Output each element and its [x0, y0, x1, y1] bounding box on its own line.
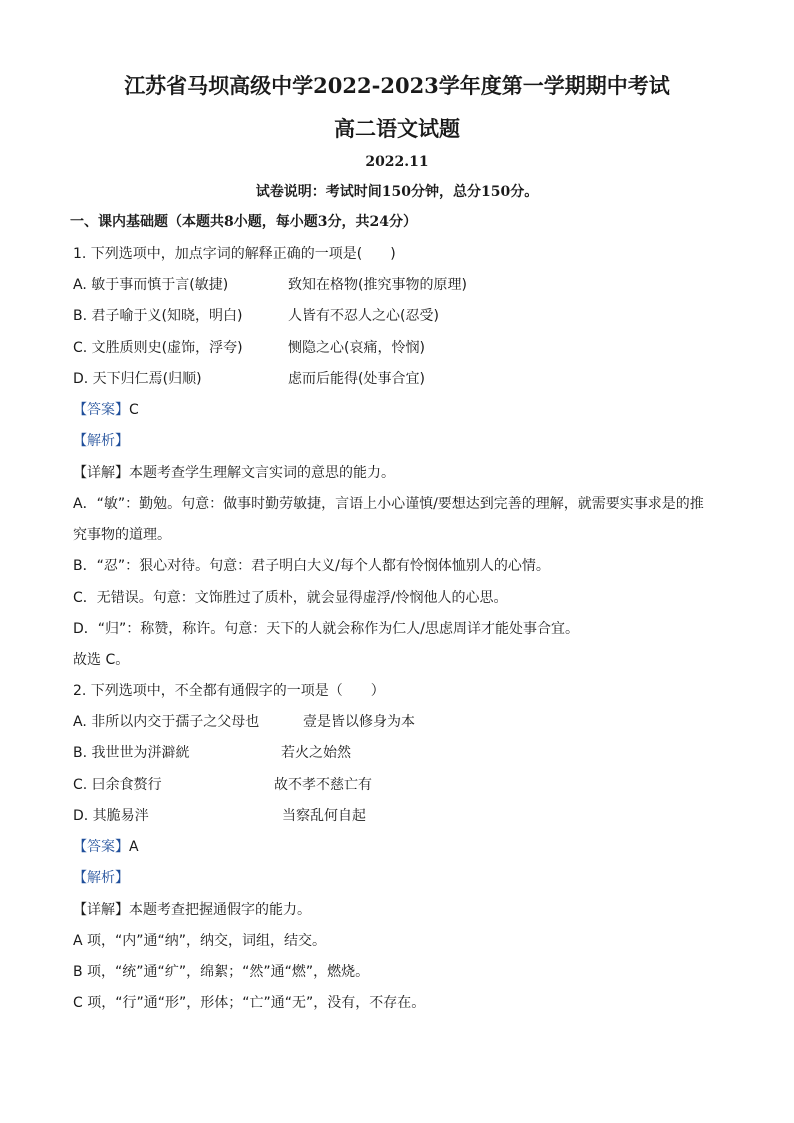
exam-subtitle: 高二语文试题: [334, 116, 460, 141]
q1-option-d-left: D. 天下归仁焉(归顺): [73, 371, 202, 387]
q1-option-c-left: C. 文胜质则史(虚饰，浮夸): [73, 340, 243, 356]
q1-option-c-right: 恻隐之心(哀痛，怜悯): [288, 340, 425, 356]
question-1-stem: 1. 下列选项中，加点字词的解释正确的一项是( ): [73, 246, 396, 262]
detail-label: 【详解】: [73, 465, 129, 481]
q1-answer: [73, 400, 139, 420]
answer-value: A: [129, 839, 139, 855]
q2-option-d-left: D. 其脆易泮: [73, 808, 149, 824]
q1-detail: [73, 463, 395, 483]
q2-option-b-right: 若火之始然: [281, 745, 351, 761]
q2-explanation-line: A 项，“内”通“纳”，纳交，词组，结交。: [73, 933, 327, 949]
q2-detail: [73, 900, 311, 920]
answer-label: 【答案】: [73, 839, 129, 855]
exam-title: 江苏省马坝高级中学2022-2023学年度第一学期期中考试: [124, 73, 670, 98]
q2-option-d-right: 当察乱何自起: [282, 808, 366, 824]
q1-explanation-line: 究事物的道理。: [73, 527, 171, 543]
q1-conclusion: 故选 C。: [73, 652, 130, 668]
exam-note: 试卷说明：考试时间150分钟，总分150分。: [255, 184, 539, 200]
q2-explanation-line: C 项，“行”通“形”，形体；“亡”通“无”，没有，不存在。: [73, 995, 426, 1011]
question-2-stem: 2. 下列选项中，不全都有通假字的一项是（ ）: [73, 683, 385, 699]
q2-option-a-right: 壹是皆以修身为本: [303, 714, 415, 730]
q2-explanation-line: B 项，“统”通“纩”，绵絮；“然”通“燃”，燃烧。: [73, 964, 370, 980]
q2-answer: [73, 837, 139, 857]
detail-text: 本题考查把握通假字的能力。: [129, 902, 311, 918]
q2-option-b-left: B. 我世世为洴澼絖: [73, 745, 190, 761]
q1-option-b-left: B. 君子喻于义(知晓，明白): [73, 308, 243, 324]
section-heading: 一、课内基础题（本题共8小题，每小题3分，共24分）: [70, 214, 417, 230]
q2-option-c-left: C. 曰余食赘行: [73, 777, 162, 793]
q1-explanation-line: D．“归”：称赞，称许。句意：天下的人就会称作为仁人/思虑周详才能处事合宜。: [73, 621, 580, 637]
q1-explanation-line: B．“忍”：狠心对待。句意：君子明白大义/每个人都有怜悯体恤别人的心情。: [73, 558, 550, 574]
answer-label: 【答案】: [73, 402, 129, 418]
q1-analysis-label: 【解析】: [73, 433, 129, 449]
detail-text: 本题考查学生理解文言实词的意思的能力。: [129, 465, 395, 481]
exam-date: 2022.11: [365, 154, 429, 170]
q2-analysis-label: 【解析】: [73, 870, 129, 886]
q2-option-c-right: 故不孝不慈亡有: [274, 777, 372, 793]
answer-value: C: [129, 402, 139, 418]
q1-option-a-left: A. 敏于事而慎于言(敏捷): [73, 277, 229, 293]
q2-option-a-left: A. 非所以内交于孺子之父母也: [73, 714, 260, 730]
q1-option-b-right: 人皆有不忍人之心(忍受): [288, 308, 439, 324]
q1-explanation-line: C．无错误。句意：文饰胜过了质朴，就会显得虚浮/怜悯他人的心思。: [73, 590, 508, 606]
q1-option-a-right: 致知在格物(推究事物的原理): [288, 277, 467, 293]
q1-option-d-right: 虑而后能得(处事合宜): [288, 371, 425, 387]
detail-label: 【详解】: [73, 902, 129, 918]
q1-explanation-line: A．“敏”：勤勉。句意：做事时勤劳敏捷，言语上小心谨慎/要想达到完善的理解，就需要实事求是的推: [73, 496, 704, 512]
